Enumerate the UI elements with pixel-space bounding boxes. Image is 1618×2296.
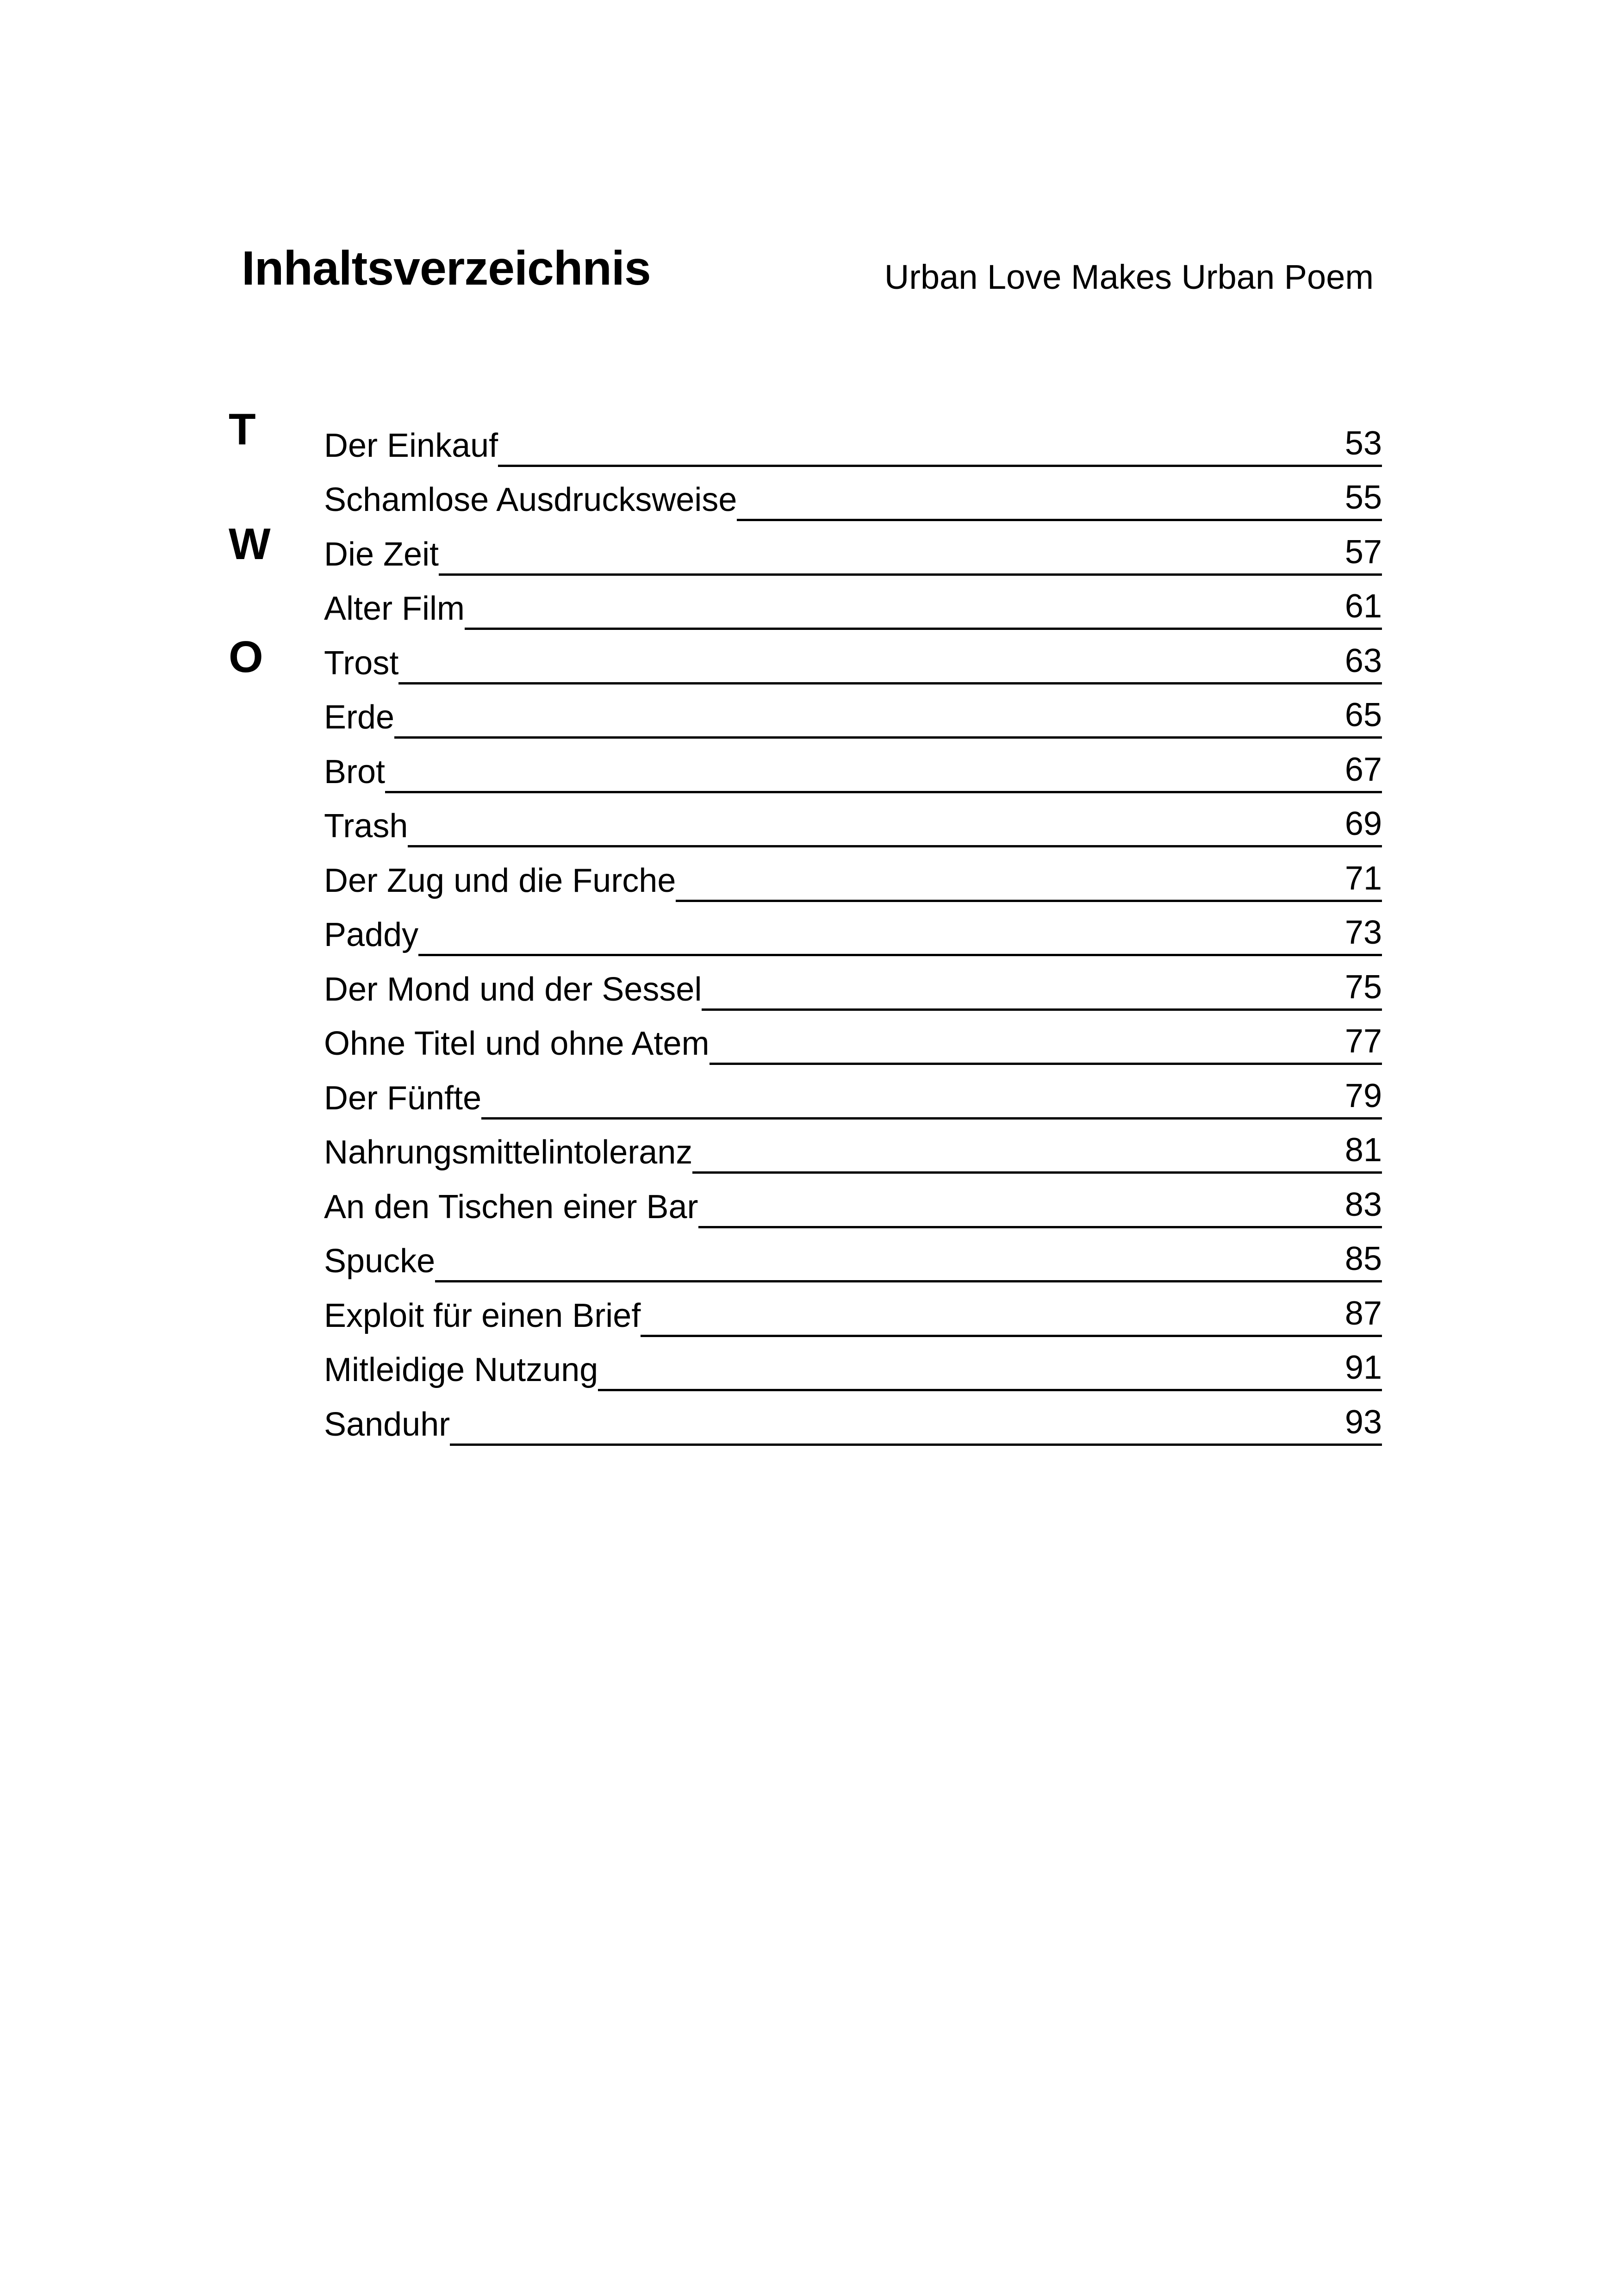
toc-leader-line [435, 1280, 1345, 1282]
toc-entry-page: 93 [1345, 1406, 1382, 1446]
toc-leader-line [702, 1008, 1344, 1011]
toc-entry [324, 1121, 1382, 1176]
toc-entry [324, 1176, 1382, 1230]
toc-leader-line [418, 954, 1345, 956]
toc-entry-title: Nahrungsmittelintoleranz [324, 1134, 693, 1171]
toc-entry-title: Mitleidige Nutzung [324, 1351, 598, 1388]
toc-entry [324, 632, 1382, 686]
toc-entry-title: Der Fünfte [324, 1079, 482, 1117]
toc-entry-page: 53 [1345, 427, 1382, 467]
toc-leader-line [676, 900, 1345, 902]
toc-entry-title: Der Mond und der Sessel [324, 971, 702, 1008]
toc-entry-page: 69 [1345, 807, 1382, 847]
toc-leader-line [408, 845, 1345, 847]
toc-leader-line [598, 1389, 1345, 1391]
toc-leader-line [481, 1117, 1345, 1120]
toc-entry [324, 1393, 1382, 1448]
toc-entry-page: 61 [1345, 590, 1382, 630]
toc-entry [324, 849, 1382, 904]
toc-entry-page: 87 [1345, 1297, 1382, 1337]
toc-entry-page: 91 [1345, 1351, 1382, 1391]
toc-entry-page: 77 [1345, 1025, 1382, 1065]
side-letter-o: O [229, 632, 263, 682]
toc-leader-line [465, 628, 1345, 630]
toc-entry-page: 67 [1345, 753, 1382, 793]
toc-leader-line [450, 1444, 1345, 1446]
toc-leader-line [439, 573, 1345, 576]
toc-entry [324, 578, 1382, 632]
toc-entry-title: Erde [324, 699, 395, 736]
toc-leader-line [709, 1063, 1345, 1065]
toc-entry-page: 55 [1345, 481, 1382, 521]
toc-entry-page: 75 [1345, 971, 1382, 1011]
toc-entry-page: 71 [1345, 862, 1382, 902]
toc-entry [324, 1284, 1382, 1339]
toc-entry-title: Brot [324, 753, 386, 790]
toc-entry-title: Der Einkauf [324, 427, 498, 464]
toc-entry-page: 81 [1345, 1133, 1382, 1174]
toc-leader-line [398, 682, 1345, 684]
toc-entry-title: An den Tischen einer Bar [324, 1188, 698, 1226]
toc-entry-page: 83 [1345, 1188, 1382, 1228]
toc-entry-title: Alter Film [324, 590, 465, 627]
toc-entry [324, 1013, 1382, 1067]
toc-entry-title: Paddy [324, 916, 419, 953]
toc-leader-line [498, 465, 1345, 467]
toc-entry [324, 1339, 1382, 1394]
page-title: Inhaltsverzeichnis [242, 242, 651, 295]
toc-entry-title: Schamlose Ausdrucksweise [324, 481, 737, 518]
table-of-contents [324, 414, 1382, 1448]
toc-entry [324, 1230, 1382, 1285]
toc-leader-line [641, 1335, 1345, 1337]
toc-leader-line [394, 736, 1345, 739]
toc-entry-title: Exploit für einen Brief [324, 1297, 641, 1334]
toc-entry-page: 63 [1345, 644, 1382, 684]
toc-entry [324, 686, 1382, 741]
toc-entry-page: 57 [1345, 535, 1382, 576]
toc-entry [324, 523, 1382, 578]
toc-entry [324, 904, 1382, 958]
toc-entry-title: Trost [324, 644, 399, 682]
toc-leader-line [692, 1171, 1345, 1174]
toc-entry [324, 414, 1382, 469]
toc-entry-title: Spucke [324, 1243, 436, 1280]
toc-entry-page: 73 [1345, 916, 1382, 956]
toc-entry [324, 469, 1382, 523]
toc-entry-page: 79 [1345, 1079, 1382, 1120]
toc-leader-line [385, 791, 1345, 793]
toc-entry-page: 85 [1345, 1242, 1382, 1282]
side-letter-w: W [229, 519, 271, 569]
toc-entry-title: Die Zeit [324, 535, 439, 573]
toc-leader-line [698, 1226, 1345, 1228]
toc-entry [324, 958, 1382, 1013]
book-title: Urban Love Makes Urban Poem [884, 258, 1374, 296]
toc-entry-title: Sanduhr [324, 1406, 450, 1443]
toc-entry [324, 795, 1382, 850]
toc-leader-line [737, 519, 1345, 521]
toc-entry [324, 1067, 1382, 1121]
toc-entry-title: Trash [324, 808, 408, 845]
side-letter-t: T [229, 404, 256, 454]
toc-entry-page: 65 [1345, 698, 1382, 739]
toc-entry [324, 740, 1382, 795]
toc-entry-title: Der Zug und die Furche [324, 862, 676, 899]
toc-entry-title: Ohne Titel und ohne Atem [324, 1025, 709, 1062]
